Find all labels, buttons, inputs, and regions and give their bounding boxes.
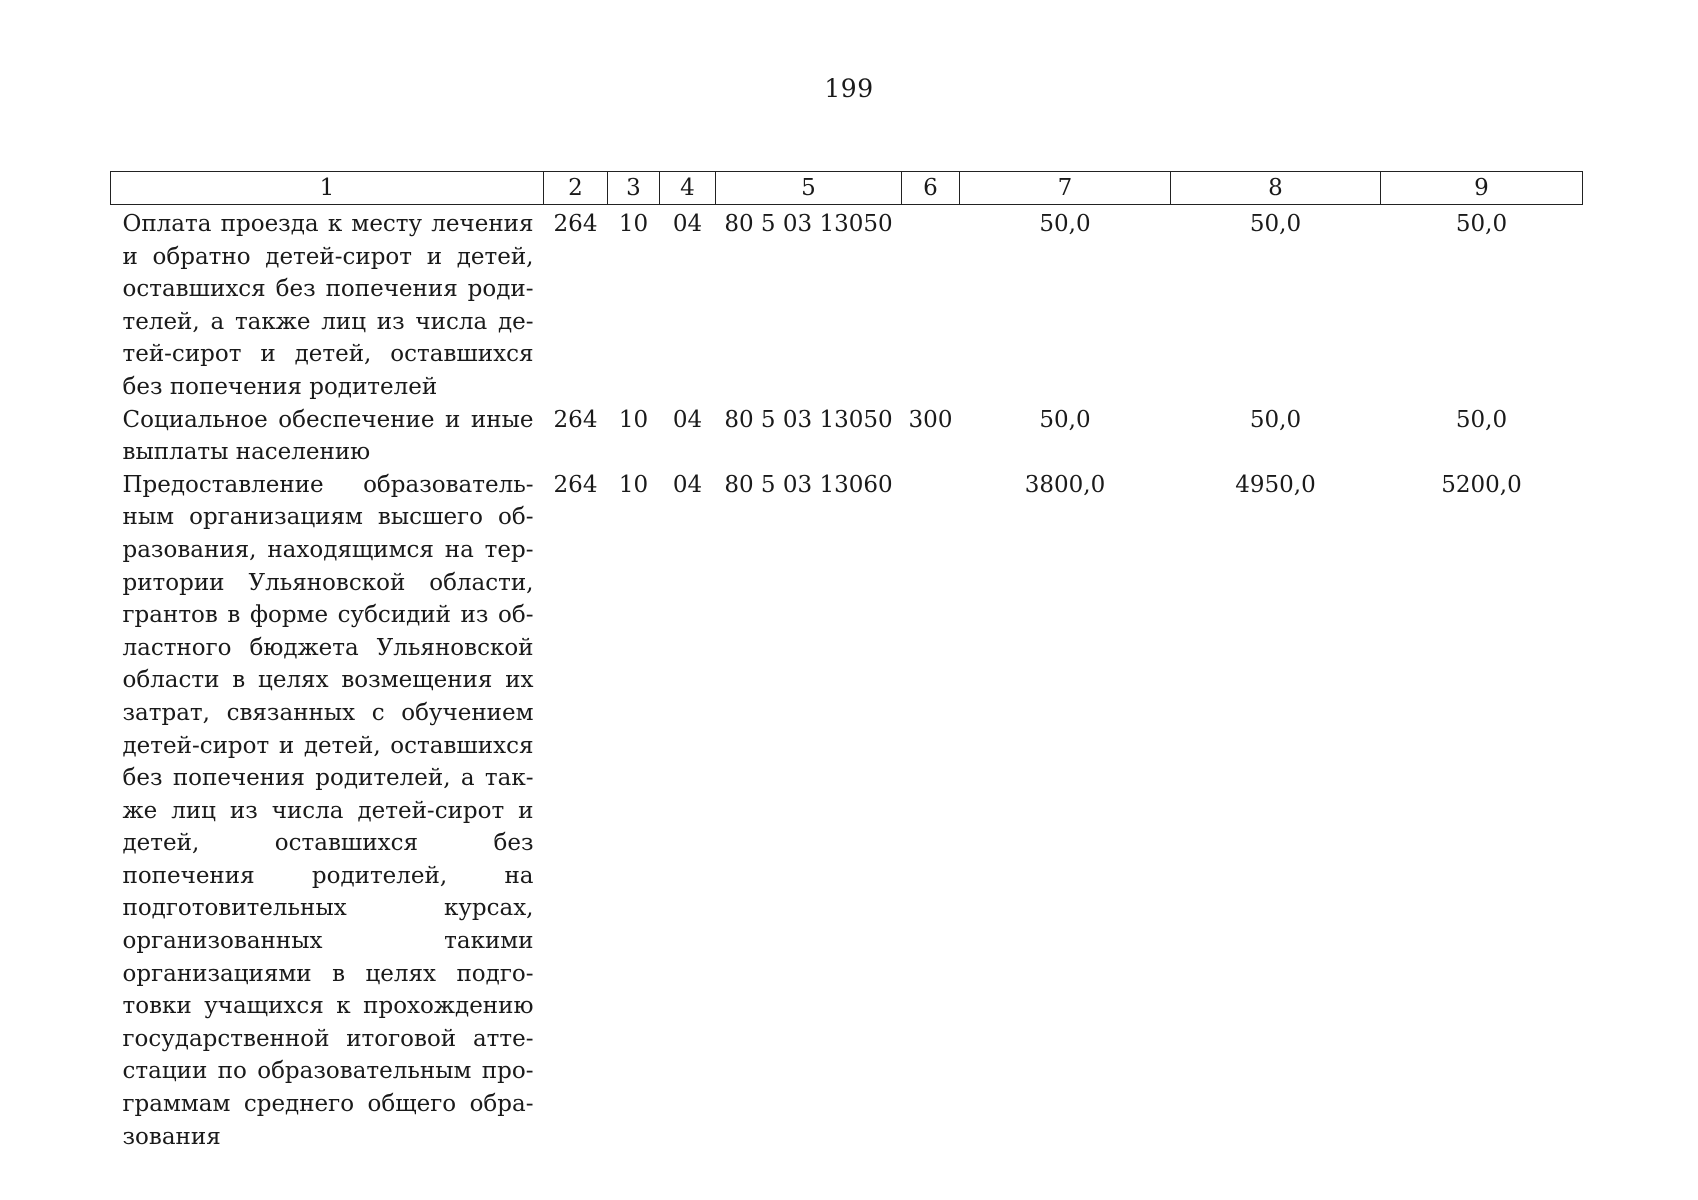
column-number-row	[111, 172, 1583, 205]
table-body	[111, 205, 1583, 1154]
amount-year-3: 5200,0	[1441, 471, 1522, 498]
table-header	[111, 172, 1583, 205]
expense-name: Оплата проезда к месту лечения и обратно детей-сирот и детей, оставшихся без попечения родителей, а также лиц из числа детей-сирот и детей, оставшихся без попечения родителей	[122, 211, 534, 400]
target-article-code: 80 5 03 13050	[724, 211, 893, 237]
section-code: 10	[618, 406, 649, 433]
amount-year-3: 50,0	[1455, 406, 1508, 433]
section-code: 10	[618, 471, 649, 498]
column-number: 1	[111, 172, 544, 205]
amount-year-1: 3800,0	[1024, 471, 1106, 498]
table-row	[111, 469, 1583, 1153]
amount-year-2: 50,0	[1249, 211, 1302, 237]
column-number: 5	[716, 172, 902, 205]
expense-name: Предоставление образовательным организациям высшего образования, находящимся на территории Ульяновской области, грантов в форме субсидий из областного бюджета Ульяновской области в целях возмещения их затрат, связанных с обучением детей-сирот и детей, оставшихся без попечения родителей, а также лиц из числа детей-сирот и детей, оставшихся без попечения родителей, на подготовительных курсах, организованных такими организациями в целях подготовки учащихся к прохождению государственной итоговой аттестации по образовательным программам среднего общего образования	[122, 471, 534, 1150]
table-row	[111, 205, 1583, 404]
section-code: 10	[618, 211, 649, 237]
column-number: 9	[1381, 172, 1583, 205]
amount-year-1: 50,0	[1039, 406, 1091, 433]
target-article-code: 80 5 03 13060	[724, 471, 893, 498]
expense-type-code	[902, 469, 960, 1153]
amount-year-2: 4950,0	[1235, 471, 1316, 498]
ministry-code: 264	[553, 471, 598, 498]
subsection-code: 04	[672, 406, 703, 433]
column-number: 4	[660, 172, 716, 205]
expense-name: Социальное обеспечение и иные выплаты населению	[122, 406, 534, 466]
ministry-code: 264	[553, 406, 598, 433]
column-number: 7	[960, 172, 1171, 205]
subsection-code: 04	[672, 471, 703, 498]
column-number: 6	[902, 172, 960, 205]
page-number: 199	[824, 74, 874, 103]
amount-year-1: 50,0	[1039, 211, 1091, 237]
column-number: 8	[1171, 172, 1381, 205]
budget-table	[110, 171, 1583, 1153]
column-number: 2	[544, 172, 608, 205]
expense-type-code	[902, 205, 960, 404]
amount-year-3: 50,0	[1455, 211, 1508, 237]
column-number: 3	[608, 172, 660, 205]
target-article-code: 80 5 03 13050	[724, 406, 893, 433]
amount-year-2: 50,0	[1249, 406, 1302, 433]
table-row	[111, 404, 1583, 469]
expense-type-code: 300	[908, 406, 953, 433]
subsection-code: 04	[672, 211, 703, 237]
ministry-code: 264	[553, 211, 598, 237]
